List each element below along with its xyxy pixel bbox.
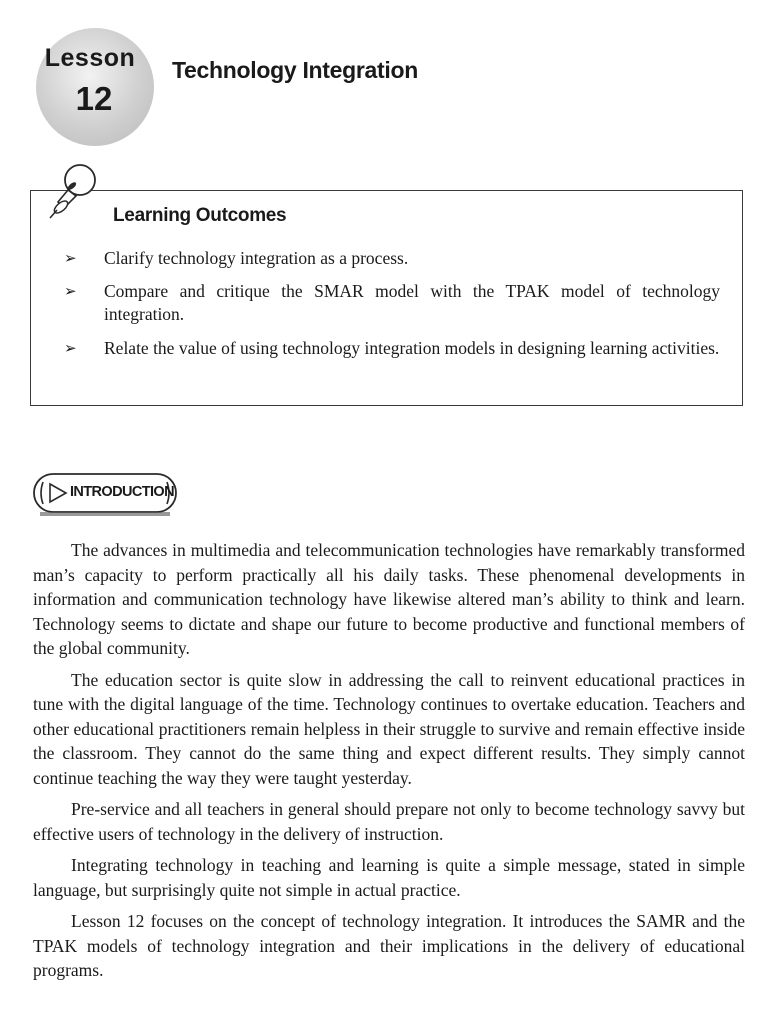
arrow-bullet-icon: ➢ xyxy=(64,249,77,267)
pushpin-icon xyxy=(44,160,102,222)
arrow-bullet-icon: ➢ xyxy=(64,339,77,357)
outcome-item xyxy=(64,280,720,326)
outcome-item xyxy=(64,247,720,270)
arrow-bullet-icon: ➢ xyxy=(64,282,77,300)
outcome-text: Relate the value of using technology integration models in designing learning activities. xyxy=(104,338,720,358)
lesson-number: 12 xyxy=(75,80,113,117)
introduction-label: INTRODUCTION xyxy=(70,484,174,500)
paragraph: The education sector is quite slow in addressing the call to reinvent educational practices in tune with the digital language of the time. Technology continues to overtake education. Teachers and other educational practitioners remain helpless in their struggle to survive and remain effective inside the classroom. They cannot do the same thing and expect different results. They simply cannot continue teaching the way they were taught yesterday. xyxy=(33,669,745,788)
paragraph: Pre-service and all teachers in general should prepare not only to become technology savvy but effective users of technology in the delivery of instruction. xyxy=(33,799,745,844)
paragraph: The advances in multimedia and telecommunication technologies have remarkably transformed man’s capacity to perform practically all his daily tasks. These phenomenal developments in information and communication technology have likewise altered man’s ability to think and learn. Technology seems to dictate and shape our future to become productive and functional members of the global community. xyxy=(33,540,745,658)
lesson-title: Technology Integration xyxy=(172,57,418,83)
introduction-body xyxy=(33,538,745,990)
paragraph: Integrating technology in teaching and learning is quite a simple message, stated in simple language, but surprisingly quite not simple in actual practice. xyxy=(33,855,745,900)
introduction-banner xyxy=(30,470,180,520)
outcome-text: Clarify technology integration as a process. xyxy=(104,248,409,268)
outcome-item xyxy=(64,337,720,360)
paragraph: Lesson 12 focuses on the concept of technology integration. It introduces the SAMR and the TPAK models of technology integration and their implications in the delivery of educational programs. xyxy=(33,911,745,980)
lesson-badge-label: Lesson xyxy=(44,44,136,72)
learning-outcomes-heading: Learning Outcomes xyxy=(113,205,287,226)
outcome-text: Compare and critique the SMAR model with the TPAK model of technology integration. xyxy=(104,281,720,324)
